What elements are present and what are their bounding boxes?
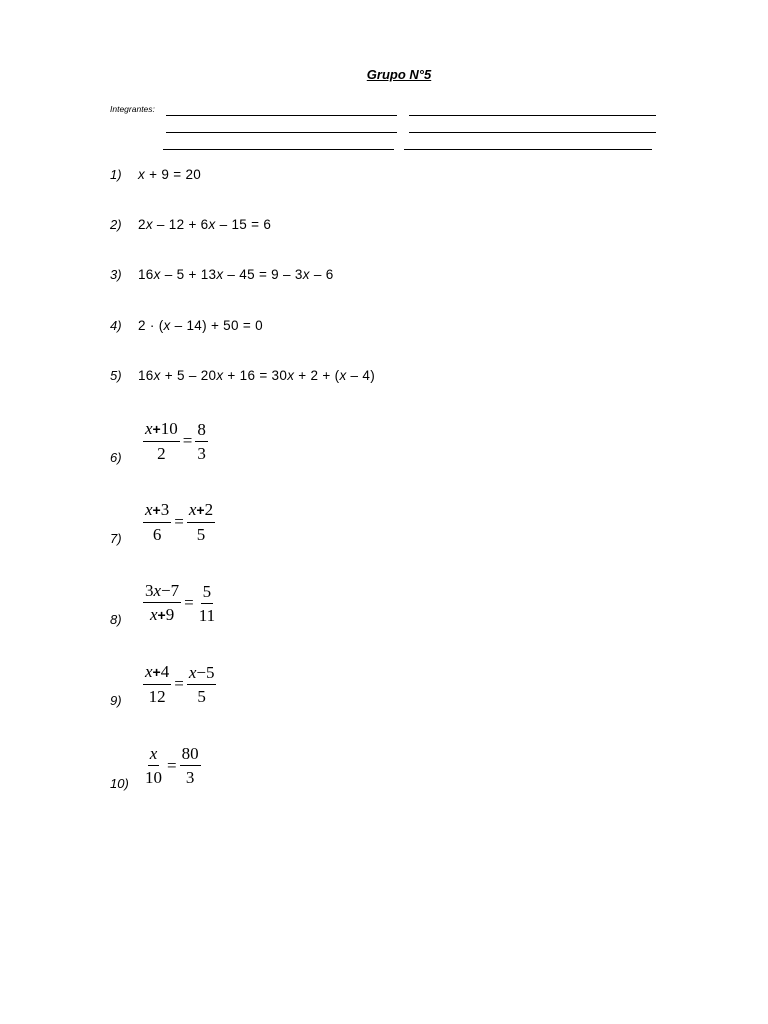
equation: x + 9 = 20 [138, 167, 202, 182]
fraction [193, 420, 210, 463]
denominator: 5 [197, 686, 206, 706]
numerator: x+2 [187, 500, 215, 523]
numerator: x+4 [143, 662, 171, 685]
exercise-number: 3) [110, 267, 122, 282]
equation: 2 · (x – 14) + 50 = 0 [138, 318, 263, 333]
fraction-equation [141, 744, 203, 787]
fraction [141, 581, 183, 625]
name-line[interactable] [163, 149, 394, 150]
fraction [141, 419, 182, 463]
exercise-number: 8) [110, 612, 122, 627]
fraction [185, 500, 217, 544]
denominator: 2 [157, 444, 166, 463]
name-line[interactable] [404, 149, 652, 150]
equals-sign: = [167, 755, 177, 775]
fraction [178, 744, 203, 787]
fraction [141, 744, 166, 787]
equals-sign: = [174, 512, 184, 531]
denominator: 11 [198, 605, 216, 625]
numerator: 3x−7 [143, 581, 181, 603]
name-line[interactable] [166, 115, 397, 116]
fraction-equation [141, 500, 217, 544]
equation: 2x – 12 + 6x – 15 = 6 [138, 217, 272, 232]
exercise-number: 6) [110, 450, 122, 465]
exercise-number: 7) [110, 531, 122, 546]
equals-sign: = [184, 593, 194, 612]
exercise-number: 1) [110, 167, 122, 182]
fraction [141, 500, 173, 544]
fraction-equation [141, 419, 210, 463]
numerator: 80 [180, 744, 201, 766]
fraction [185, 663, 219, 706]
name-line[interactable] [409, 132, 656, 133]
integrantes-label: Integrantes: [110, 104, 155, 114]
equation: 16x – 5 + 13x – 45 = 9 – 3x – 6 [138, 267, 334, 282]
denominator: 3 [185, 768, 195, 787]
name-line[interactable] [409, 115, 656, 116]
equals-sign: = [182, 431, 193, 450]
exercise-number: 2) [110, 217, 122, 232]
denominator: x+9 [149, 605, 175, 624]
exercise-number: 10) [110, 776, 129, 791]
denominator: 10 [145, 768, 162, 787]
fraction-equation [141, 662, 218, 706]
exercise-number: 9) [110, 693, 122, 708]
exercise-number: 5) [110, 368, 122, 383]
fraction-equation [141, 581, 219, 625]
exercise-number: 4) [110, 318, 122, 333]
fraction [141, 662, 173, 706]
page-title: Grupo N°5 [366, 67, 432, 82]
denominator: 6 [152, 525, 162, 544]
denominator: 5 [196, 525, 206, 544]
denominator: 3 [197, 443, 206, 463]
equation: 16x + 5 – 20x + 16 = 30x + 2 + (x – 4) [138, 368, 376, 383]
numerator: 5 [201, 582, 214, 604]
numerator: x−5 [187, 663, 217, 685]
numerator: x+3 [143, 500, 171, 523]
equals-sign: = [174, 674, 184, 693]
name-line[interactable] [166, 132, 397, 133]
numerator: 8 [195, 420, 208, 442]
denominator: 12 [148, 687, 166, 706]
fraction [195, 582, 219, 625]
numerator: x [148, 744, 160, 766]
numerator: x+10 [143, 419, 180, 442]
